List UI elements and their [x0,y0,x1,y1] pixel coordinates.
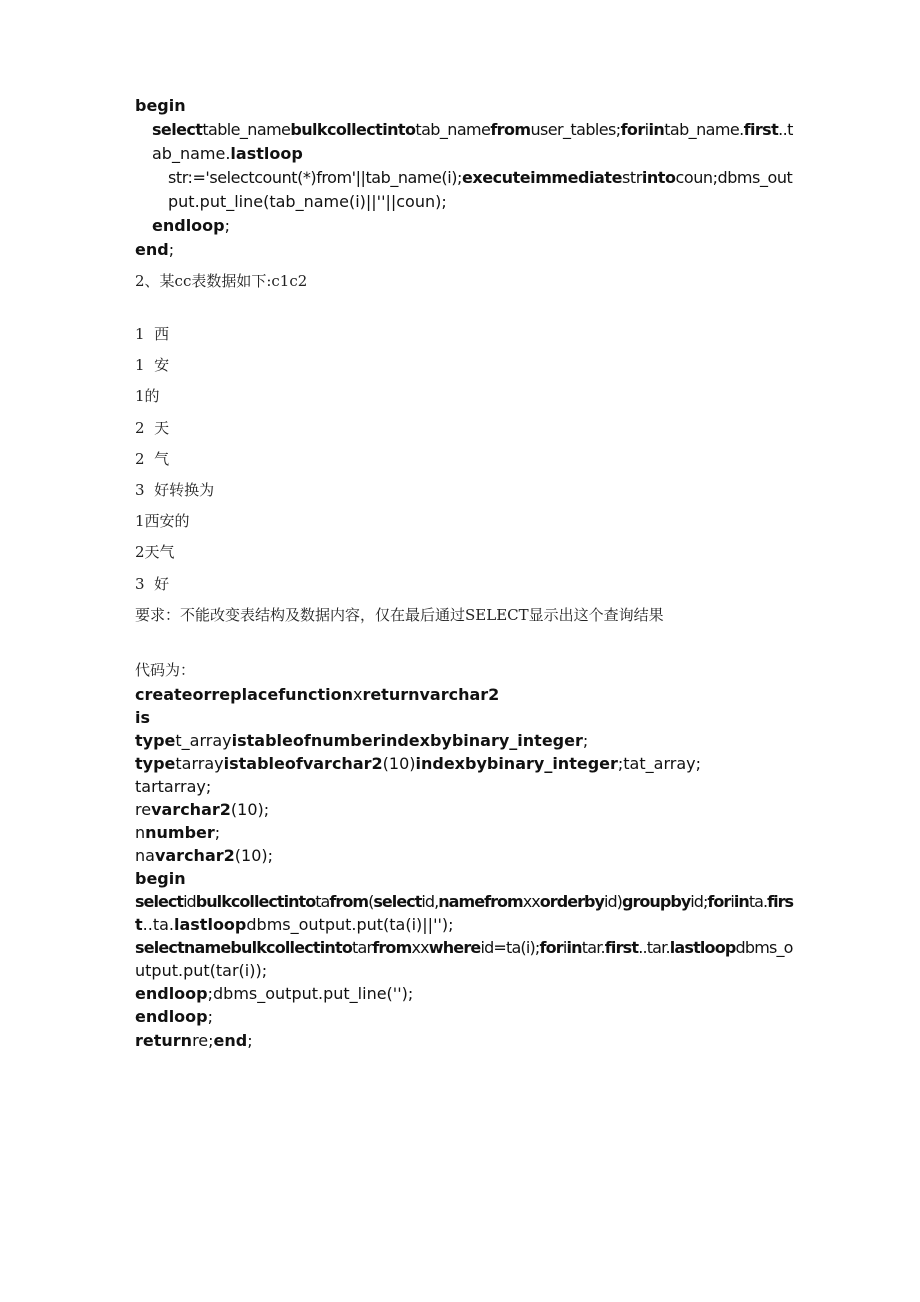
question-heading: 2、某cc表数据如下:c1c2 [135,272,308,290]
code2-line [135,1031,253,1051]
code-text: re [135,800,152,819]
code-text: str [622,168,642,187]
code-text: tab_name [415,120,491,139]
code1-line [135,240,174,260]
code-text: t_array [175,731,232,750]
data-row: 2 天 [135,419,170,437]
code-keyword: from [372,938,412,957]
code-keyword: indexbybinary_integer [415,754,618,773]
code1-line [152,144,303,164]
code-keyword: type [135,754,176,773]
code1-line [152,120,793,140]
code2-line [135,708,150,728]
code-text: (10); [234,846,273,865]
code-keyword: lastloop [230,144,303,163]
code-keyword: executeimmediate [461,168,622,187]
code2-line [135,777,211,797]
data-row: 1 安 [135,356,170,374]
code-keyword: istableofvarchar2 [223,754,383,773]
code-keyword: returnvarchar2 [362,685,500,704]
code-text: xx [411,938,429,957]
code2-line [135,869,186,889]
data-row: 1的 [135,387,160,405]
code-text: ( [368,892,374,911]
code2-line [135,685,499,705]
code-text: ; [247,1031,253,1050]
code-text: id [183,892,196,911]
code-text: table_name [202,120,291,139]
code-keyword: endloop [135,1007,208,1026]
code-keyword: bulkcollectinto [195,892,316,911]
code-keyword: begin [135,869,186,888]
code-keyword: into [641,168,676,187]
code-text: ; [224,216,231,235]
code-text: id=ta(i); [480,938,540,957]
data-row: 1西安的 [135,512,190,530]
code-text: x [352,685,363,704]
code-keyword: select [152,120,203,139]
code-keyword: varchar2 [154,846,235,865]
code-keyword: bulkcollectinto [290,120,416,139]
code-text: ; [168,240,175,259]
code-keyword: type [135,731,176,750]
code2-line [135,938,793,958]
code-text: ;tat_array; [617,754,701,773]
code-keyword: firs [767,892,794,911]
code-text: ta. [748,892,768,911]
code-text: ..tar. [638,938,670,957]
code-keyword: groupby [621,892,691,911]
data-row: 2天气 [135,543,175,561]
code-text: user_tables; [530,120,621,139]
code-text: xx [522,892,540,911]
code-text: dbms_o [735,938,793,957]
code-text: (10) [382,754,416,773]
code-keyword: t [135,915,143,934]
data-row: 3 好 [135,575,170,593]
code-keyword: for [539,938,563,957]
code-text: ..t [778,120,793,139]
code-keyword: first [743,120,779,139]
code-text: utput.put(tar(i)); [135,961,268,980]
code-keyword: begin [135,96,186,115]
data-row: 1 西 [135,325,170,343]
code-keyword: istableofnumberindexbybinary_integer [231,731,583,750]
code-text: ;dbms_output.put_line(''); [207,984,414,1003]
code-keyword: endloop [135,984,208,1003]
code-keyword: for [707,892,731,911]
code2-line [135,915,454,935]
code-keyword: from [490,120,531,139]
code2-line [135,823,220,843]
code2-line [135,984,413,1004]
code-text: id; [690,892,708,911]
code1-line [152,216,230,236]
code-keyword: number [145,823,215,842]
code-keyword: for [620,120,645,139]
code-keyword: select [135,892,184,911]
code-keyword: in [733,892,749,911]
code2-line [135,800,269,820]
code1-line [168,168,792,188]
code-keyword: varchar2 [151,800,231,819]
code-text: str:='selectcount(*)from'||tab_name(i); [168,168,462,187]
code-text: i [562,938,567,957]
code-keyword: end [213,1031,248,1050]
data-row: 2 气 [135,450,170,468]
code-text: ab_name. [152,144,231,163]
code-keyword: endloop [152,216,225,235]
code-text: ; [214,823,221,842]
requirement-text: 要求：不能改变表结构及数据内容，仅在最后通过SELECT显示出这个查询结果 [135,606,664,624]
code-keyword: from [329,892,369,911]
code2-line [135,731,588,751]
code-keyword: first [604,938,639,957]
code1-line [168,192,447,212]
code-keyword: in [566,938,582,957]
code-text: dbms_output.put(ta(i)||''); [246,915,454,934]
code-text: n [135,823,146,842]
code-keyword: lastloop [174,915,247,934]
code-text: tab_name. [664,120,744,139]
code-text: coun;dbms_out [675,168,793,187]
code-text: ta [315,892,330,911]
code-keyword: createorreplacefunction [135,685,353,704]
code-text: i [730,892,734,911]
code-keyword: is [135,708,151,727]
code-text: ; [582,731,589,750]
code-keyword: return [135,1031,193,1050]
code2-line [135,1007,213,1027]
code-label: 代码为： [135,661,196,679]
code2-line [135,846,273,866]
code-text: ..ta. [142,915,174,934]
code-text: (10); [230,800,270,819]
code-text: id, [421,892,439,911]
code-text: tartarray; [135,777,212,796]
code-keyword: in [648,120,665,139]
data-row: 3 好转换为 [135,481,215,499]
code-keyword: where [428,938,481,957]
code-keyword: lastloop [669,938,736,957]
code-text: re; [192,1031,214,1050]
code-keyword: namefrom [438,892,523,911]
code1-line [135,96,186,116]
code-text: tar [352,938,373,957]
code-text: tar. [581,938,605,957]
code-keyword: select [373,892,422,911]
code-text: na [135,846,155,865]
code-text: i [644,120,649,139]
code-text: tarray [175,754,224,773]
code2-line [135,961,267,981]
code-text: ; [207,1007,214,1026]
code-keyword: selectnamebulkcollectinto [135,938,352,957]
code-keyword: end [135,240,169,259]
code2-line [135,754,701,774]
code2-line [135,892,793,912]
code-text: put.put_line(tab_name(i)||''||coun); [168,192,447,211]
code-text: id) [604,892,622,911]
code-keyword: orderby [539,892,604,911]
